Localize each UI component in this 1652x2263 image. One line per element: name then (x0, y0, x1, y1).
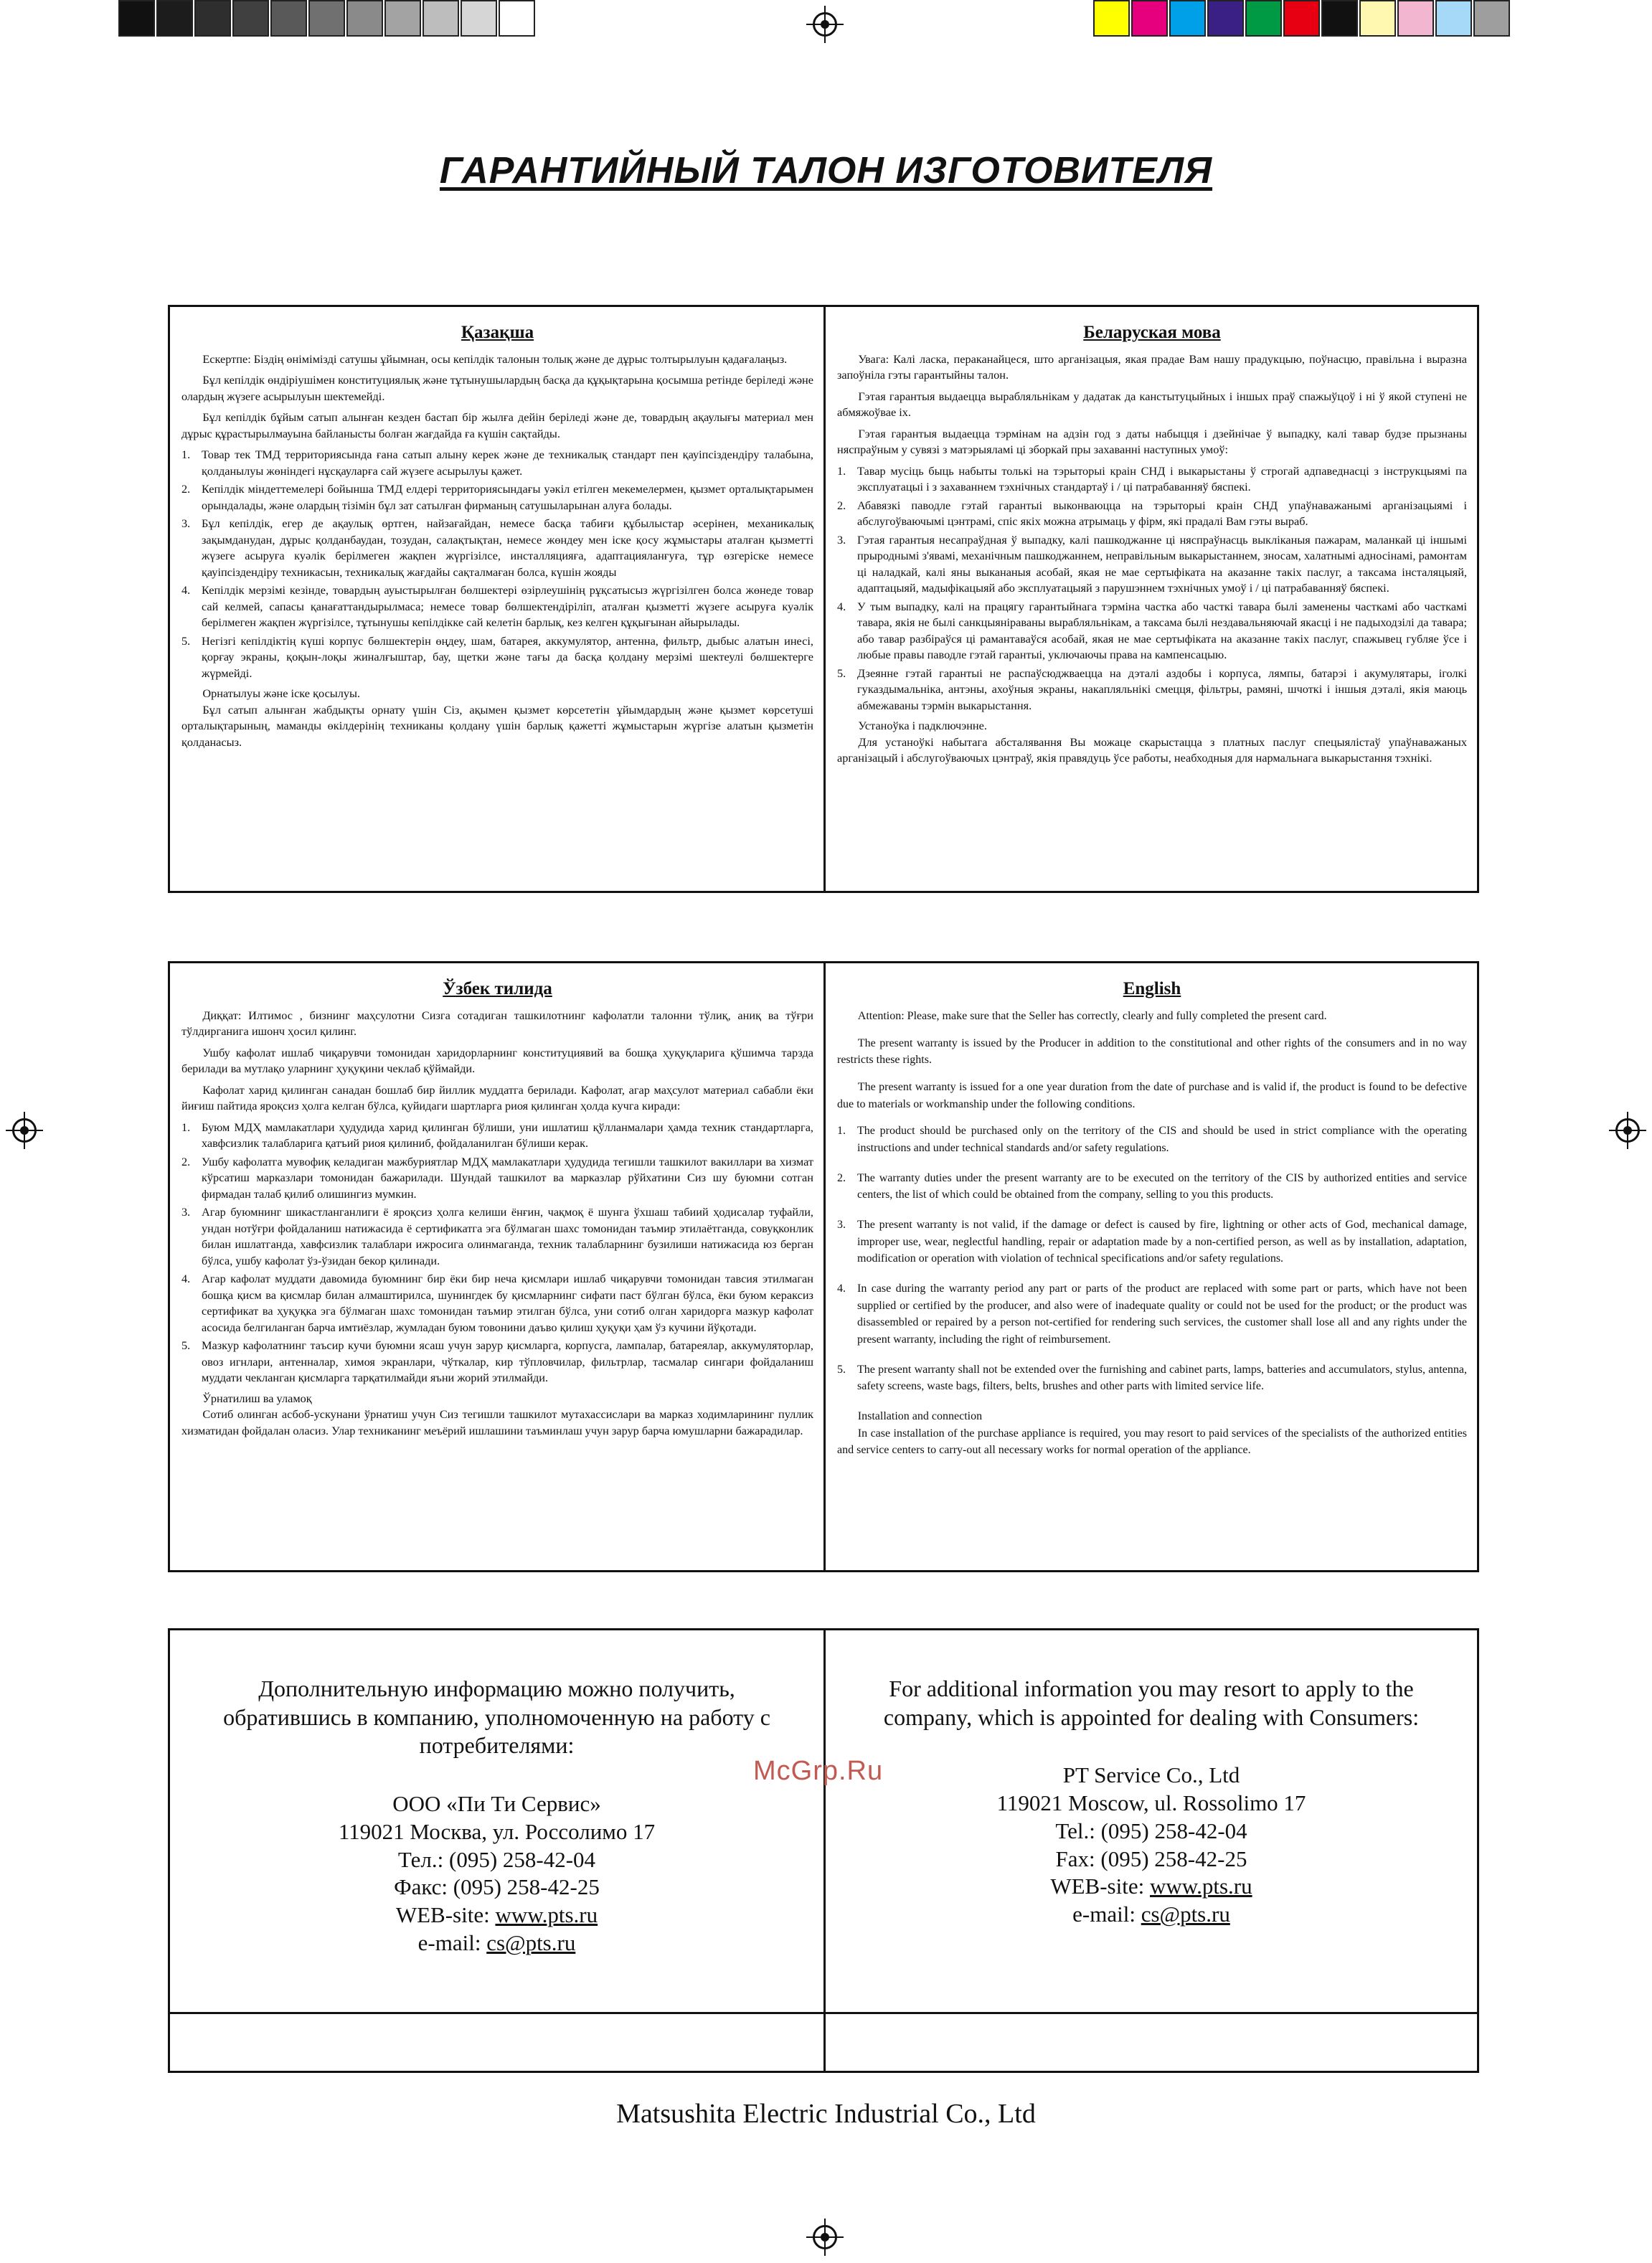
web-link[interactable]: www.pts.ru (1149, 1874, 1252, 1899)
contacts-en-intro: For additional information you may resort to apply to the company, which is appointed for dealing with Consumers: (883, 1676, 1420, 1730)
kazakh-install-text: Бұл сатып алынған жабдықты орнату үшін Сіз, ақымен қызмет көрсететін ұйымдардың және қызмет көрсетуші орталықтарының, маманды өкілдерінің техниканы қолдану үшін барлық қажетті жұмыстарын жүргізе алатын қызметін қолданасыз. (181, 702, 813, 749)
list-item: 1. Тавар мусіць быць набыты толькі на тэрыторыі краін СНД і выкарыстаны ў строгай адпаведнасці з інструкцыямі па эксплуатацыі і з захаваннем тэхнічных стандартаў і / ці патрабаванняў бяспекі. (837, 463, 1467, 494)
list-item: 5. Негізгі кепілдіктің күші корпус бөлшектерін өңдеу, шам, батарея, аккумулятор, антенна, фильтр, дыбыс алатын инесі, қорғау экраны, қоқын-лоқы жиналғыштар, бау, щетки және тағы да басқа қолдану мерзімі шектеулі бөлшектерге жүрмейді. (181, 633, 813, 680)
kazakh-attention: Ескертпе: Біздің өнімімізді сатушы ұйымнан, осы кепілдік талонын толық және де дұрыс толтырылуын қадағалаңыз. (202, 352, 788, 366)
list-item: 1. Товар тек ТМД территориясында ғана сатып алыну керек және де техникалық стандарт пен қауіпсіздендіру талабына, қолданылуы жөніндегі нұсқауларға сай жүзеге асырылуы қажет. (181, 448, 813, 478)
registration-mark-bottom-icon (806, 2219, 844, 2256)
warranty-box-uzbek-english (168, 961, 1479, 1572)
color-swatch (118, 0, 155, 37)
color-swatch (1093, 0, 1130, 37)
belarusian-attention: Увага: Калі ласка, пераканайцеся, што арганізацыя, якая прадае Вам нашу прадукцыю, поўнасцю, правільна і выразна запоўніла гэты гарантыйны талон. (837, 352, 1467, 382)
belarusian-install-title: Устаноўка і падключэнне. (858, 719, 987, 733)
color-swatch (1397, 0, 1434, 37)
warranty-box-kazakh-belarusian (168, 305, 1479, 893)
kazakh-rights-note: Бұл кепілдік өндіріушімен конституциялық және тұтынушылардың басқа да құқықтарына қосымша ретінде беріледі және олардың жүзеге асырылуын шектемейді. (181, 373, 813, 403)
color-swatch (1245, 0, 1282, 37)
company-web: WEB-site: www.pts.ru (395, 1902, 598, 1928)
uzbek-rights-note: Ушбу кафолат ишлаб чиқарувчи томонидан харидорларнинг конституциявий ва бошқа ҳуқуқларига қўшимча тарзда берилади ва мутлақо уларнинг ҳуқуқини чеклаб қўймайди. (181, 1045, 813, 1076)
registration-mark-right-icon (1609, 1112, 1646, 1149)
color-calibration-strip (1093, 0, 1511, 37)
belarusian-install-text: Для устаноўкі набытага абсталявання Вы можаце скарыстацца з платных паслуг спецыялістаў упаўнаважаных арганізацый і абслугоўваючых цэнтраў, якія правядуць ўсе работы, неабходныя для нармальнага выкарыстання тэхнікі. (837, 734, 1467, 765)
company-email: e-mail: cs@pts.ru (1072, 1901, 1230, 1927)
company-address: 119021 Москва, ул. Россолимо 17 (338, 1818, 656, 1844)
kazakh-install-title: Орнатылуы және іске қосылуы. (202, 686, 361, 701)
list-item: 2. Ушбу кафолатга мувофиқ келадиган мажбуриятлар МДҲ мамлакатлари ҳудудида тегишли ташкилот вакиллари ва хизмат кўрсатиш марказлари томонидан бажарилади. Шундай ташкилот ва марказлар рўйхатини Сиз шу буюмни сотган фирмадан талаб қилиб олишингиз мумкин. (181, 1154, 813, 1201)
company-phone: Тел.: (095) 258-42-04 (397, 1846, 596, 1872)
email-link[interactable]: cs@pts.ru (486, 1929, 576, 1955)
list-item: 1. Буюм МДҲ мамлакатлари ҳудудида харид қилинган бўлиши, уни ишлатиш қўлланмалари ҳамда техник стандартларга, хавфсизлик талабларига қатъий риоя қилиниб, фойдаланилган бўлиши керак. (181, 1120, 813, 1151)
list-item: 4. In case during the warranty period any part or parts of the product are replaced with some part or parts, which have not been supplied or certified by the producer, and also were of inadequate quality or could not be used for the product; or the product was disassembled or repaired by a person not-certified for rendering such services, the customer shall lose all and any rights under the present warranty, including the right of reimbursement. (837, 1282, 1467, 1346)
company-web: WEB-site: www.pts.ru (1050, 1874, 1252, 1899)
page-title: ГАРАНТИЙНЫЙ ТАЛОН ИЗГОТОВИТЕЛЯ (439, 150, 1213, 192)
uzbek-duration-note: Кафолат харид қилинган санадан бошлаб бир йиллик муддатга берилади. Кафолат, агар маҳсулот материал сабабли ёки йиғиш пайтида яроқсиз ҳолга келган бўлса, қуйидаги шартларга риоя қилинган ҳолда кучга киради: (181, 1082, 813, 1113)
kazakh-heading: Қазақша (461, 323, 534, 342)
manufacturer-footer: Matsushita Electric Industrial Co., Ltd (616, 2099, 1036, 2129)
list-item: 4. Агар кафолат муддати давомида буюмнинг бир ёки бир неча қисмлари ишлаб чиқарувчи томонидан тавсия этилмаган бошқа қисм ва қисмлар билан алмаштирилса, шунингдек бу қисмларнинг сифати паст бўлган бўлса, ёки буюм кераксиз сертификат ва ҳуқуқка эга бўлмаган шахс томонидан таъмир этилган бўлса, уни сотиб олган харидорга мазкур кафолат асосида белгиланган барча имтиёзлар, жумладан буюм товонини даъво қилиш ҳуқуқи ҳам ўз кучини йўқотади. (181, 1272, 813, 1334)
contacts-ru-details (339, 1790, 655, 1957)
list-item: 1. The product should be purchased only on the territory of the CIS and should be used in strict compliance with the operating instructions and under technical standards and/or safety regulations. (837, 1125, 1467, 1155)
uzbek-conditions-list (181, 1120, 813, 1386)
list-item: 2. Кепілдік міндеттемелері бойынша ТМД елдері территориясындағы уәкіл етілген мекемелермен, қызмет орталықтарымен орындалады, және олардың тізімін бұл зат сатылған фирманың сатушыларынан алуға болады. (181, 482, 813, 512)
color-swatch (156, 0, 193, 37)
web-link[interactable]: www.pts.ru (495, 1902, 598, 1928)
color-swatch (499, 0, 535, 37)
english-install-title: Installation and connection (857, 1410, 983, 1423)
english-heading: English (1123, 979, 1181, 998)
list-item: 3. Бұл кепілдік, егер де ақаулық өртген, найзағайдан, немесе басқа табиғи құбылыстар әсерінен, механикалық зақымданудан, дұрыс қолданбаудан, тозудан, салақтықтан, немесе жөндеу мен іске қосу жұмыстары аталған қызметті жүзеге асыруға куәлік берілмеген жақпен жүргізілсе, инсталляцияға, адаптацияланғуға, тұр өзгеріске немесе қауіпсіздендіру техникасын, техникалық жағдайы сақталмаған болса, күшін жояды (181, 516, 813, 579)
company-phone: Tel.: (095) 258-42-04 (1055, 1818, 1247, 1843)
uzbek-attention: Диққат: Илтимос , бизнинг маҳсулотни Сизга сотадиган ташкилотнинг кафолатли талонни тўлиқ, аниқ ва тўғри тўлдирганига ишонч ҳосил қилинг. (181, 1008, 813, 1039)
list-item: 3. Агар буюмнинг шикастланганлиги ё яроқсиз ҳолга келиши ёнғин, чақмоқ ё шунга ўхшаш табиий ҳодисалар туфайли, ундан нотўғри фойдаланиш натижасида ё сертификатга эга бўлмаган шахс томонидан таъмир этилаётганда, совуқконлик билан ишлатганда, хавфсизлик талаблари ижросига олинмаганда, техник талабларнинг бузилиши натижасида юз берган бўлса, ушбу кафолат ўз-ўзидан бекор қилинади. (181, 1205, 813, 1267)
list-item: 5. The present warranty shall not be extended over the furnishing and cabinet parts, lamps, batteries and accumulators, stylus, antenna, safety screens, waste bags, filters, belts, brushes and other parts with limited service life. (837, 1363, 1467, 1393)
color-swatch (1321, 0, 1358, 37)
belarusian-duration-note: Гэтая гарантыя выдаецца тэрмінам на адзін год з даты набыцця і дзейнічае ў выпадку, калі тавар будзе прызнаны няспраўным у сувязі з матэрыяламі ці зборкай пры захаванні наступных умоў: (837, 426, 1467, 457)
color-swatch (1207, 0, 1244, 37)
english-rights-note: The present warranty is issued by the Producer in addition to the constitutional and other rights of the consumers and in no way restricts these rights. (837, 1036, 1467, 1067)
list-item: 4. У тым выпадку, калі на працягу гарантыйнага тэрміна частка або часткі тавара былі заменены часткамі або часткамі тавара, якія не былі санкцыянiраваны вырабляльнікам, а таксама былі нездавальняючай якасці і не падыходзілі да тавара; або тавар разбіраўся ці рамантаваўся асобай, якая не мае сертыфіката на аказанне такіх паслуг, спажывец губляе ўсе і любые правы паводле гэтай гарантыі, уключаючы права на кампенсацыю. (837, 599, 1467, 662)
english-conditions-list (837, 1123, 1467, 1395)
uzbek-section (170, 963, 823, 1570)
color-swatch (194, 0, 231, 37)
english-attention: Attention: Please, make sure that the Seller has correctly, clearly and fully completed the present card. (857, 1010, 1327, 1022)
company-fax: Fax: (095) 258-42-25 (1055, 1846, 1247, 1871)
belarusian-rights-note: Гэтая гарантыя выдаецца вырабляльнікам у дадатак да канстытуцыйных і іншых праў спажыўцоў і ні ў якой ступені не абмяжоўвае іх. (837, 389, 1467, 420)
kazakh-duration-note: Бұл кепілдік бұйым сатып алынған кезден бастап бір жылға дейін беріледі және де, товардың ақаулығы материал мен дұрыс құрастырылмауына байланысты болған жағдайда ға күшін сақтайды. (181, 410, 813, 440)
registration-mark-top-icon (806, 6, 844, 43)
english-install-text: In case installation of the purchase appliance is required, you may resort to paid services of the specialists of the authorized entities and service centers to carry-out all necessary works for normal operation of the appliance. (837, 1427, 1467, 1457)
color-swatch (1131, 0, 1168, 37)
color-swatch (1359, 0, 1396, 37)
color-swatch (232, 0, 269, 37)
uzbek-install-text: Сотиб олинган асбоб-ускунани ўрнатиш учун Сиз тегишли ташкилот мутахассислари ва марказ ходимларининг пуллик хизматидан фойдалан оласиз. Улар техниканинг меъёрий ишлашини таъминлаш учун зарур барча юмушларни бажарадилар. (181, 1407, 813, 1437)
color-swatch (1473, 0, 1510, 37)
color-swatch (384, 0, 421, 37)
color-swatch (1435, 0, 1472, 37)
color-swatch (308, 0, 345, 37)
color-swatch (423, 0, 459, 37)
kazakh-conditions-list (181, 447, 813, 681)
uzbek-install-title: Ўрнатилиш ва уламоқ (202, 1391, 312, 1405)
color-swatch (1283, 0, 1320, 37)
list-item: 2. Абавязкі паводле гэтай гарантыі выконваюцца на тэрыторыі краін СНД упаўнаважанымі арганізацыямі і абслугоўваючымі цэнтрамі, спіс якіх можна атрымаць у фірм, якi прадалі Вам гэты выраб. (837, 498, 1467, 529)
company-fax: Факс: (095) 258-42-25 (394, 1874, 600, 1900)
color-swatch (270, 0, 307, 37)
color-swatch (461, 0, 497, 37)
company-email: e-mail: cs@pts.ru (417, 1929, 576, 1955)
list-item: 4. Кепілдік мерзімі кезінде, товардың ауыстырылған бөлшектері өзірлеушінің рұқсатысыз жүргізілген болса жөнеде товар сай келмей, сапасы қанағаттандырылмаса; немесе товар бөлшектендіріліп, аталған қызметті жүзеге асыруға куәлік берілмеген жақпен жүргізілсе, тұтынушы кепілдікке сай келетін барлық, кез келген құқығынан айырылады. (181, 583, 813, 630)
list-item: 2. The warranty duties under the present warranty are to be executed on the territory of the CIS by authorized entities and service centers, the list of which could be obtained from the company, selling to you this products. (837, 1171, 1467, 1201)
watermark: McGrp.Ru (753, 1756, 884, 1786)
english-duration-note: The present warranty is issued for a one year duration from the date of purchase and is valid if, the product is found to be defective due to materials or workmanship under the following conditions. (837, 1081, 1467, 1110)
contacts-box (168, 1628, 1479, 2073)
divider (826, 2012, 1477, 2014)
grayscale-calibration-strip (118, 0, 537, 37)
contacts-russian (170, 1630, 823, 2071)
company-address: 119021 Moscow, ul. Rossolimo 17 (996, 1790, 1306, 1816)
color-swatch (1169, 0, 1206, 37)
list-item: 3. Гэтая гарантыя несапраўдная ў выпадку, калі пашкоджанне ці няспраўнасць выкліканыя пажарам, маланкай ці іншымі прыроднымі з'явамі, механічным пашкоджаннем, неправільным выкарыстаннем, зносам, халатнымі адносінамі, рамонтам ці наладкай, калі яны выкананыя асобай, якая не мае сертыфіката на аказанне такіх паслуг, а таксама інсталяцыяй, адаптацыяй, мадыфікацыяй або эксплуатацыяй з парушэннем тэхнічных умоў і / ці патрабаванняў бяспекі. (837, 532, 1467, 595)
list-item: 5. Дзеянне гэтай гарантыі не распаўсюджваецца на дэталі аздобы і корпуса, лямпы, батарэі і акумулятары, іголкі гуказдымальніка, антэны, ахоўныя экраны, накапляльнікі смецця, фільтры, рамяні, шчоткі і іншыя дэталі, якія маюць абмежаваны тэрмін выкарыстання. (837, 666, 1467, 712)
contacts-ru-intro: Дополнительную информацию можно получить, обратившись в компанию, уполномоченную на работу с потребителями: (223, 1676, 770, 1759)
registration-mark-left-icon (6, 1112, 43, 1149)
belarusian-conditions-list (837, 463, 1467, 714)
email-link[interactable]: cs@pts.ru (1141, 1901, 1230, 1927)
contacts-english (823, 1630, 1477, 2071)
list-item: 5. Мазкур кафолатнинг таъсир кучи буюмни ясаш учун зарур қисмларга, корпусга, лампалар, батареялар, аккумуляторлар, овоз игнлари, антенналар, химоя экранлари, чўткалар, кир тўпловчилар, фильтрлар, тасмалар сингари фойдаланиш муддати чекланган қисмларга тарқатилмайди яъни жорий этилмайди. (181, 1338, 813, 1385)
contacts-en-details (997, 1762, 1306, 1929)
belarusian-section (823, 307, 1477, 891)
list-item: 3. The present warranty is not valid, if the damage or defect is caused by fire, lightning or other acts of God, mechanical damage, improper use, wear, neglectful handling, repair or adaptation made by a non-certified person, as well as by installation, adaptation, modification or operation with violation of technical specifications and/or safety regulations. (837, 1219, 1467, 1265)
kazakh-section (170, 307, 823, 891)
company-name: PT Service Co., Ltd (1062, 1762, 1240, 1788)
english-section (823, 963, 1477, 1570)
uzbek-heading: Ўзбек тилида (443, 979, 552, 998)
divider (170, 2012, 823, 2014)
company-name: ООО «Пи Ти Сервис» (392, 1791, 601, 1817)
belarusian-heading: Беларуская мова (1083, 323, 1221, 342)
color-swatch (346, 0, 383, 37)
